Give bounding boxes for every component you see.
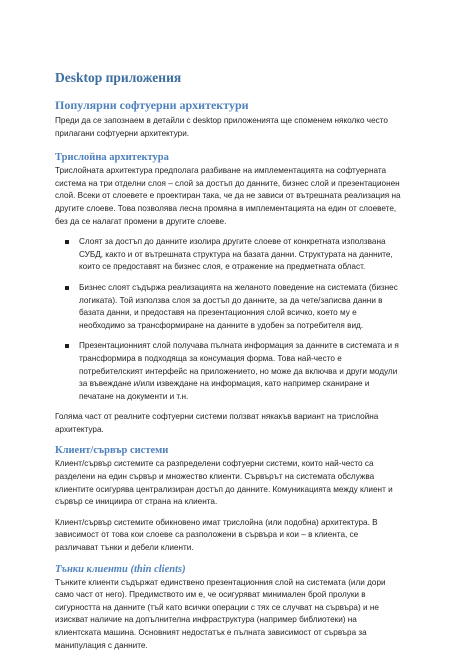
list-item — [55, 236, 401, 274]
page-title: Desktop приложения — [55, 70, 182, 85]
three-tier-bullet-list — [55, 236, 401, 403]
subheading-thin-clients: Тънки клиенти (thin clients) — [55, 563, 186, 575]
thin-clients-paragraph: Тънките клиенти съдържат единствено презентационния слой на системата (или дори само част от него). Предимството им е, че осигуряват минимален брой пролуки в сигурността на данните (тъй като всички операции с тях се случват на сървъра) и не изискват наличие на допълнителна инфраструктура (например библиотеки) на клиентската машина. Основният недостатък е пълната зависимост от сървъра за манипулация с данните. — [55, 577, 386, 650]
three-tier-closing-paragraph: Голяма част от реалните софтуерни системи ползват някакъв вариант на трислойна архитектура. — [55, 412, 379, 434]
client-server-paragraph-1: Клиент/сървър системите са разпределени софтуерни системи, които най-често са разделени на един сървър и множество клиенти. Сървърът на системата обслужва клиентите осигурява централизиран достъп до данните. Комуникацията между клиент и сървър се инициира от страна на клиента. — [55, 459, 393, 507]
intro-paragraph: Преди да се запознаем в детайли с desktop приложенията ще споменем няколко често прилагани софтуерни архитектури. — [55, 116, 388, 138]
bullet-icon — [65, 286, 69, 290]
list-item-text: Бизнес слоят съдържа реализацията на желаното поведение на системата (бизнес логиката). Той използва слоя за достъп до данните, за да чете/записва данни в базата данни, и предоставя на презентационния слой всичко, което му е необходимо за трансформиране на данните в удобен за потребителя вид. — [79, 282, 398, 330]
subheading-three-tier: Трислойна архитектура — [55, 152, 169, 164]
list-item — [55, 340, 401, 403]
three-tier-paragraph: Трислойната архитектура предполага разбиване на имплементацията на софтуерната система на три отделни слоя – слой за достъп до данните, бизнес слой и презентационен слой. Всеки от слоевете е проектиран така, че да не зависи от вътрешната реализация на другите слоеве. Това позволява лесна промяна в имплементацията на един от слоевете, без да се налагат промени в другите слоеве. — [55, 166, 401, 226]
subheading-client-server: Клиент/сървър системи — [55, 445, 169, 457]
list-item — [55, 282, 401, 332]
document-page — [55, 70, 401, 660]
section-heading-popular-architectures: Популярни софтуерни архитектури — [55, 98, 249, 112]
bullet-icon — [65, 344, 69, 348]
client-server-paragraph-2: Клиент/сървър системите обикновено имат трислойна (или подобна) архитектура. В зависимост от това кои слоеве са разположени в сървъра и кои – в клиента, се различават тънки и дебели клиенти. — [55, 517, 378, 553]
list-item-text: Слоят за достъп до данните изолира другите слоеве от конкретната използвана СУБД, както и от вътрешната структура на базата данни. Структурата на данните, които се предоставят на бизнес слоя, е отражение на предметната област. — [79, 237, 393, 272]
bullet-icon — [65, 240, 69, 244]
list-item-text: Презентационният слой получава пълната информация за данните в системата и я трансформира в подходяща за консумация форма. Това най-често е потребителският интерфейс на приложението, но може да включва и други модули за въвеждане и/или извеждане на информация, като например сканиране и печатане на документи и т.н. — [79, 341, 399, 401]
